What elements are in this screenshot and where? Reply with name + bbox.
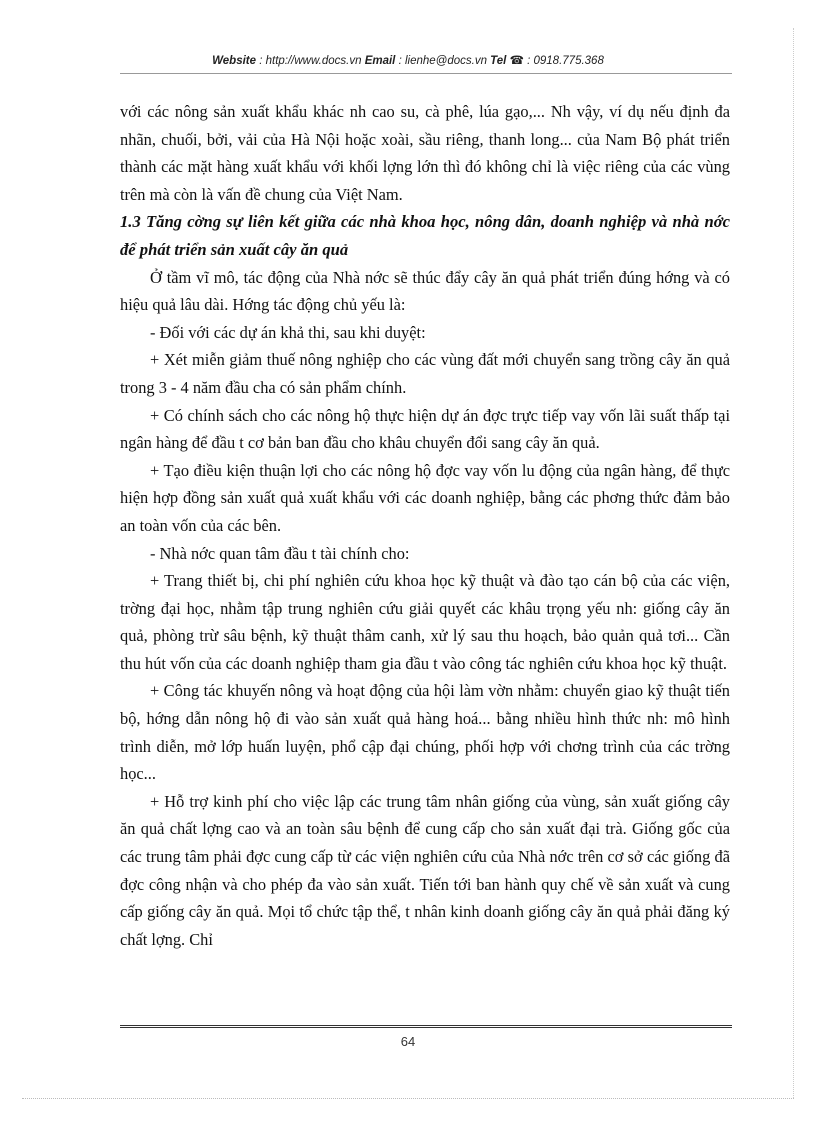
email-label: Email [364,55,396,67]
header-divider [120,73,732,74]
section-heading: 1.3 Tăng cờng sự liên kết giữa các nhà khoa học, nông dân, doanh nghiệp và nhà nớc để phát triển sản xuất cây ăn quả [120,212,730,259]
paragraph: - Đối với các dự án khả thi, sau khi duyệt: [150,322,426,342]
paragraph: + Có chính sách cho các nông hộ thực hiện dự án đợc trực tiếp vay vốn lãi suất thấp tại ngân hàng để đầu t cơ bản ban đầu cho khâu chuyển đổi sang cây ăn quả. [120,405,730,453]
website-label: Website [212,55,257,67]
page-border-right [793,28,794,1098]
page-border-bottom [22,1098,794,1099]
paragraph: - Nhà nớc quan tâm đầu t tài chính cho: [150,543,410,563]
paragraph: + Hỗ trợ kinh phí cho việc lập các trung tâm nhân giống của vùng, sản xuất giống cây ăn quả chất lợng cao và an toàn sâu bệnh để cung cấp cho sản xuất đại trà. Giống gốc của các trung tâm phải đợc cung cấp từ các viện nghiên cứu của Nhà nớc trên cơ sở các giống đã đợc công nhận và cho phép đa vào sản xuất. Tiến tới ban hành quy chế về sản xuất và cung cấp giống cây ăn quả. Mọi tổ chức tập thể, t nhân kinh doanh giống cây ăn quả phải đăng ký chất lợng. Chỉ [120,791,730,949]
paragraph: + Tạo điều kiện thuận lợi cho các nông hộ đợc vay vốn lu động của ngân hàng, để thực hiện hợp đồng sản xuất quả xuất khẩu với các doanh nghiệp, bằng các phơng thức đảm bảo an toàn vốn của các bên. [120,460,730,535]
document-body [120,98,730,953]
tel-number: : 0918.775.368 [527,55,604,67]
paragraph: + Xét miễn giảm thuế nông nghiệp cho các vùng đất mới chuyển sang trồng cây ăn quả trong 3 - 4 năm đầu cha có sản phẩm chính. [120,350,730,397]
footer-divider [120,1025,732,1028]
page-number: 64 [400,1034,416,1049]
paragraph: Ở tầm vĩ mô, tác động của Nhà nớc sẽ thúc đẩy cây ăn quả phát triển đúng hớng và có hiệu quả lâu dài. Hớng tác động chủ yếu là: [120,267,730,315]
website-link[interactable]: : http://www.docs.vn [259,55,362,67]
paragraph-continuation: với các nông sản xuất khẩu khác nh cao su, cà phê, lúa gạo,... Nh vậy, ví dụ nếu định đa nhãn, chuối, bởi, vải của Hà Nội hoặc xoài, sầu riêng, thanh long... của Nam Bộ phát triển thành các mặt hàng xuất khẩu với khối lợng lớn thì đó không chỉ là việc riêng của các vùng trên mà còn là vấn đề chung của Việt Nam. [120,102,730,204]
tel-label: Tel [490,55,507,67]
page-header [0,53,816,67]
paragraph: + Công tác khuyến nông và hoạt động của hội làm vờn nhằm: chuyển giao kỹ thuật tiến bộ, hớng dẫn nông hộ đi vào sản xuất quả hàng hoá... bằng nhiều hình thức nh: mô hình trình diễn, mở lớp huấn luyện, phổ cập đại chúng, phối hợp với chơng trình của các trờng học... [120,681,730,784]
paragraph: + Trang thiết bị, chi phí nghiên cứu khoa học kỹ thuật và đào tạo cán bộ của các viện, trờng đại học, nhằm tập trung nghiên cứu giải quyết các khâu trọng yếu nh: giống cây ăn quả, phòng trừ sâu bệnh, kỹ thuật thâm canh, xử lý sau thu hoạch, bảo quản quả tơi... Cần thu hút vốn của các doanh nghiệp tham gia đầu t vào công tác nghiên cứu khoa học kỹ thuật. [120,571,730,673]
email-link[interactable]: : lienhe@docs.vn [398,55,487,67]
phone-icon: ☎ [509,55,524,67]
